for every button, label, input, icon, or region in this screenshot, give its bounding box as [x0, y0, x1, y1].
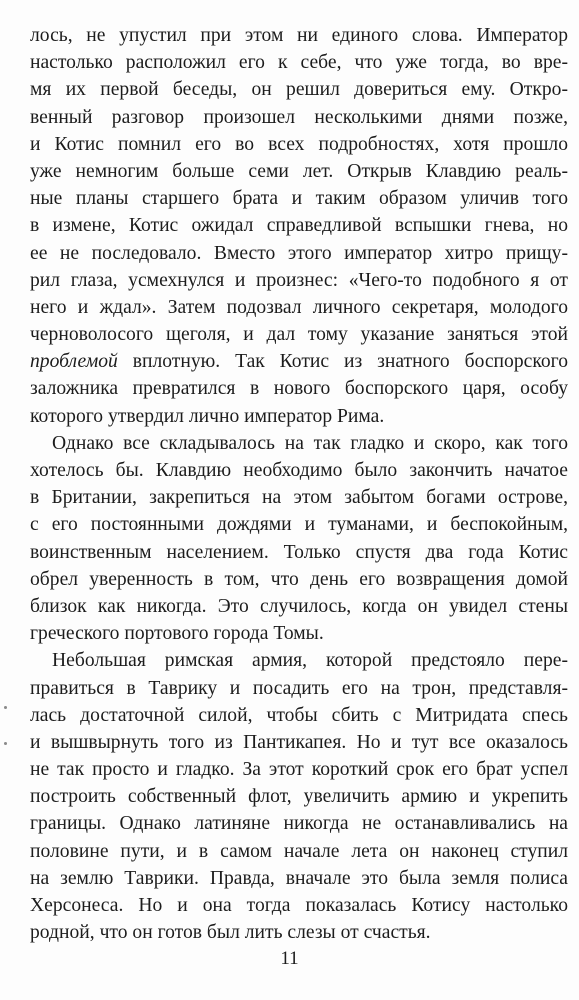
page-number: 11: [280, 948, 299, 969]
text-line: родной, что он готов был лить слезы от счастья.: [30, 922, 431, 944]
text-line: Однако все складывалось на так гладко и скоро, как того: [52, 432, 568, 454]
text-line: заложника превратился в нового боспорского царя, особу: [30, 378, 568, 400]
text-line: уже немногим больше семи лет. Открыв Клавдию реаль-: [30, 160, 568, 182]
text-line: Херсонеса. Но и она тогда показалась Котису настолько: [30, 895, 568, 916]
text-line: лась достаточной силой, чтобы сбить с Митридата спесь: [30, 704, 568, 726]
text-line: рил глаза, усмехнулся и произнес: «Чего-то подобного я от: [30, 269, 568, 291]
text-line: в измене, Котис ожидал справедливой вспышки гнева, но: [30, 215, 568, 237]
text-line: не так просто и гладко. За этот короткий срок его брат успел: [30, 759, 568, 781]
text-line: построить собственный флот, увеличить армию и укрепить: [30, 786, 568, 808]
text-line: Небольшая римская армия, которой предстояло пере-: [52, 650, 568, 672]
text-line: черноволосого щеголя, и дал тому указание заняться этой: [30, 324, 568, 346]
body-text: [30, 22, 568, 946]
text-line: близок как никогда. Это случилось, когда он увидел стены: [30, 595, 568, 617]
italic-word: проблемой: [30, 351, 118, 373]
text-line-rest: вплотную. Так Котис из знатного боспорского: [117, 351, 568, 373]
text-line: ные планы старшего брата и таким образом уличив того: [30, 188, 568, 210]
text-line: и Котис помнил его во всех подробностях, хотя прошло: [30, 133, 568, 155]
scan-speck: [4, 742, 7, 745]
text-line: и вышвырнуть того из Пантикапея. Но и тут все оказалось: [30, 731, 568, 753]
text-line: него и ждал». Затем подозвал личного секретаря, молодого: [30, 296, 568, 318]
text-line: с его постоянными дождями и туманами, и беспокойным,: [30, 514, 568, 536]
text-line: лось, не упустил при этом ни единого слова. Император: [30, 25, 568, 46]
text-line: обрел уверенность в том, что день его возвращения домой: [30, 568, 568, 590]
scan-speck: [4, 706, 7, 709]
text-line: хотелось бы. Клавдию необходимо было закончить начатое: [30, 460, 568, 481]
text-line: греческого портового города Томы.: [30, 623, 324, 645]
text-line: которого утвердил лично император Рима.: [30, 405, 385, 427]
text-line: [30, 348, 568, 375]
text-line: ее не последовало. Вместо этого император хитро прищу-: [30, 242, 568, 264]
text-line: на землю Таврики. Правда, вначале это была земля полиса: [30, 867, 568, 889]
text-line: половине пути, и в самом начале лета он наконец ступил: [30, 840, 568, 862]
text-line: венный разговор произошел несколькими днями позже,: [30, 106, 568, 128]
text-line: мя их первой беседы, он решил довериться ему. Откро-: [30, 79, 568, 101]
text-line: в Британии, закрепиться на этом забытом богами острове,: [30, 487, 568, 509]
text-line: настолько расположил его к себе, что уже тогда, во вре-: [30, 52, 568, 74]
text-line: границы. Однако латиняне никогда не останавливались на: [30, 813, 568, 835]
text-line: правиться в Таврику и посадить его на трон, представля-: [30, 677, 568, 699]
text-line: воинственным населением. Только спустя два года Котис: [30, 541, 568, 563]
